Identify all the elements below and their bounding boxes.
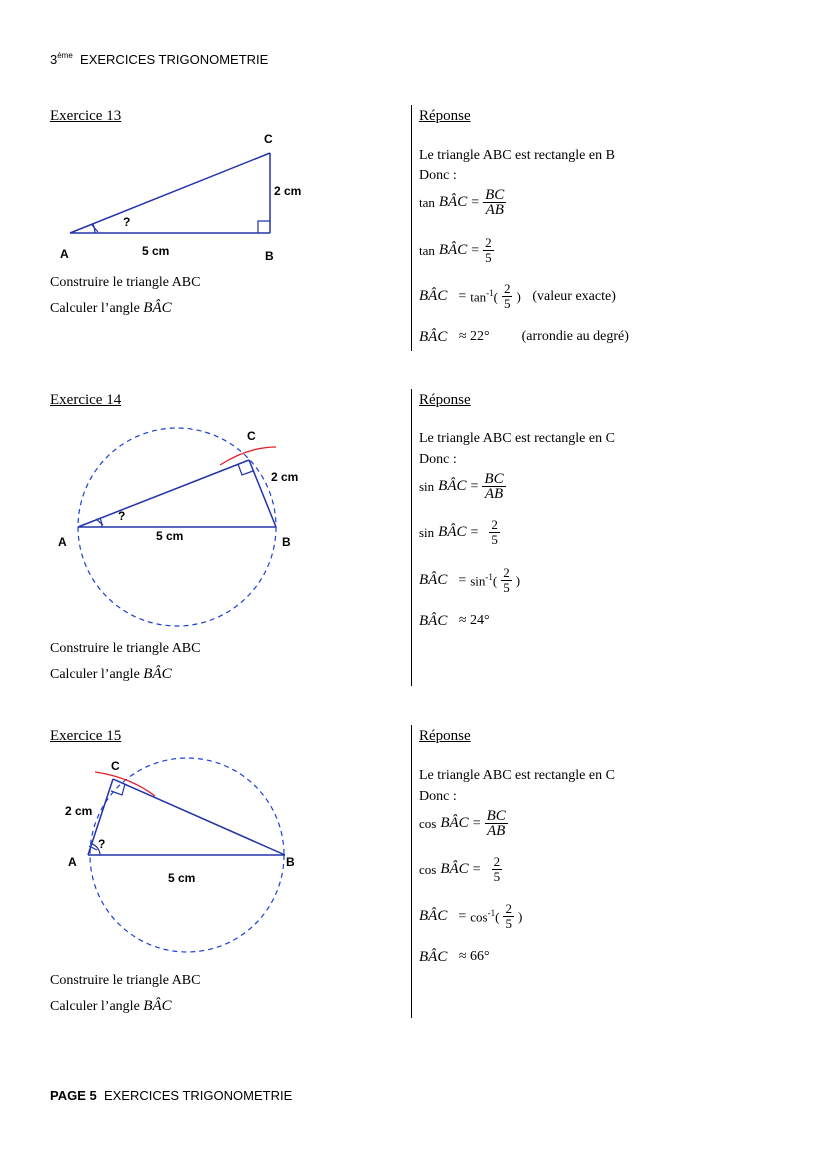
label-a: A [68,855,77,869]
label-side-5cm: 5 cm [168,871,196,885]
response-13-value: tan BÂC = $\frac{2}{5}$ [419,235,492,265]
fraction [483,188,506,217]
angle-label: BÂC [143,300,172,316]
angle: BÂC [419,908,448,924]
label-a: A [60,247,69,261]
response-14-result [419,612,490,630]
frac-den: 5 [503,580,510,595]
fn-inv-exp: -1 [486,287,494,298]
page-header [50,51,268,67]
footer-title: EXERCICES TRIGONOMETRIE [103,1088,293,1103]
fraction [503,902,514,931]
frac-num: 2 [491,517,498,532]
frac-den: AB [485,202,504,218]
divider-13 [411,105,412,351]
result-note: (arrondie au degré) [521,329,629,344]
frac-den: 5 [491,532,498,547]
page-number: PAGE 5 [50,1088,97,1103]
frac-num: 2 [493,854,501,869]
fn-name: cos [419,815,437,831]
fn-name: sin [419,478,435,494]
divider-14 [411,389,412,686]
exercise-14-title: Exercice 14 [50,392,122,408]
exercise-13-instruction-1: Construire le triangle ABC [50,275,201,290]
response-15-line1: Le triangle ABC est rectangle en C [419,768,615,783]
label-side-2cm: 2 cm [271,470,299,484]
label-question: ? [123,215,131,229]
angle: BÂC [438,242,468,258]
angle-label: BÂC [143,998,172,1014]
label-question: ? [118,509,126,523]
response-14-line1: Le triangle ABC est rectangle en C [419,431,615,446]
exercise-14-instruction-1: Construire le triangle ABC [50,641,201,656]
response-13-line2: Donc : [419,168,457,183]
label-side-5cm: 5 cm [156,529,184,543]
angle: BÂC [440,861,469,877]
frac-den: 5 [503,296,511,311]
label-a: A [58,535,67,549]
fn-inv-name: sin [470,573,486,589]
exercise-14-figure [50,420,320,635]
right-angle-mark [258,221,270,233]
angle: BÂC [440,815,469,831]
fn-inv-exp: -1 [485,571,493,582]
response-14-formula: sin BÂC = $\frac{BC}{AB}$ [419,471,504,502]
angle: BÂC [419,572,448,588]
angle: BÂC [419,328,448,345]
instruction-text: Calculer l’angle [50,301,140,316]
fn-inv-exp: -1 [487,907,496,918]
label-question: ? [98,837,106,851]
angle: BÂC [438,524,467,540]
response-14-value: sin BÂC = $\frac{2}{5}$ [419,517,498,547]
response-13-formula: tan BÂC = $\frac{BC}{AB}$ [419,187,505,218]
fn-name: cos [419,861,437,877]
fn-inv-name: tan [470,289,487,305]
result-value: ≈ 22° [458,329,490,344]
divider-15 [411,725,412,1018]
response-14-exact: BÂC = $\sin^{-1}$( $\frac{2}{5}$ ) [419,565,521,595]
response-15-result [419,948,490,966]
exercise-15-instruction-2 [50,997,172,1016]
frac-den: AB [484,486,504,502]
side-bc [113,779,285,855]
fraction [492,855,503,884]
exercise-15-instruction-1: Construire le triangle ABC [50,973,201,988]
frac-num: 2 [485,235,492,250]
label-b: B [282,535,291,549]
grade-suffix: ème [57,51,73,60]
response-14-line2: Donc : [419,452,457,467]
frac-den: 5 [485,250,492,265]
result-value: ≈ 66° [458,949,490,964]
response-15-formula: cos BÂC = $\frac{BC}{AB}$ [419,808,506,839]
inverse-fn: $\tan^{-1}$( [470,287,498,305]
fraction [501,566,512,595]
angle: BÂC [438,194,468,210]
instruction-text: Calculer l’angle [50,999,140,1014]
response-15-line2: Donc : [419,789,457,804]
response-13-result [419,328,629,346]
result-value: ≈ 24° [458,613,490,628]
inverse-fn: $\cos^{-1}$( [470,907,500,925]
label-c: C [111,759,120,773]
frac-num: 2 [503,565,510,580]
angle: BÂC [438,478,467,494]
fraction [489,518,500,547]
label-b: B [286,855,295,869]
grade-number: 3 [50,52,58,67]
angle: BÂC [419,612,448,629]
response-15-value: cos BÂC = $\frac{2}{5}$ [419,854,501,884]
frac-den: 5 [505,916,512,931]
construction-arc [220,447,276,465]
label-b: B [265,249,274,263]
fn-name: tan [419,194,435,210]
fn-name: sin [419,524,435,540]
inverse-fn: $\sin^{-1}$( [470,571,498,589]
frac-num: 2 [503,281,511,296]
page-footer [50,1088,292,1103]
angle: BÂC [419,288,448,304]
exercise-13-title: Exercice 13 [50,108,122,124]
exercise-13-instruction-2 [50,299,172,318]
fraction [482,472,505,501]
frac-den: 5 [493,869,501,884]
right-angle-mark [111,784,125,795]
frac-num: BC [486,808,506,824]
header-title: EXERCICES TRIGONOMETRIE [80,52,269,67]
frac-num: BC [484,471,504,487]
angle-label: BÂC [143,666,172,682]
angle: BÂC [419,948,448,965]
label-c: C [247,429,256,443]
response-13-exact: BÂC = $\tan^{-1}$( $\frac{2}{5}$ ) (valeur exacte) [419,281,616,311]
frac-den: AB [487,823,506,839]
label-side-2cm: 2 cm [274,184,302,198]
label-side-5cm: 5 cm [142,244,170,258]
exercise-14-instruction-2 [50,665,172,684]
exercise-15-figure [55,752,315,962]
instruction-text: Calculer l’angle [50,667,140,682]
frac-num: 2 [505,901,512,916]
response-15-title: Réponse [419,728,471,744]
response-13-title: Réponse [419,108,471,124]
exercise-13-figure [55,125,315,265]
fraction [485,809,508,838]
side-ac [78,460,249,527]
response-13-line1: Le triangle ABC est rectangle en B [419,148,615,163]
side-ac [70,153,270,233]
frac-num: BC [485,187,505,203]
label-c: C [264,132,273,146]
fn-inv-name: cos [470,909,488,925]
response-15-exact: BÂC = $\cos^{-1}$( $\frac{2}{5}$ ) [419,901,523,931]
response-14-title: Réponse [419,392,471,408]
exact-note: (valeur exacte) [532,288,616,304]
fn-name: tan [419,242,435,258]
fraction [483,236,494,265]
label-side-2cm: 2 cm [65,804,93,818]
fraction [502,282,513,311]
exercise-15-title: Exercice 15 [50,728,122,744]
